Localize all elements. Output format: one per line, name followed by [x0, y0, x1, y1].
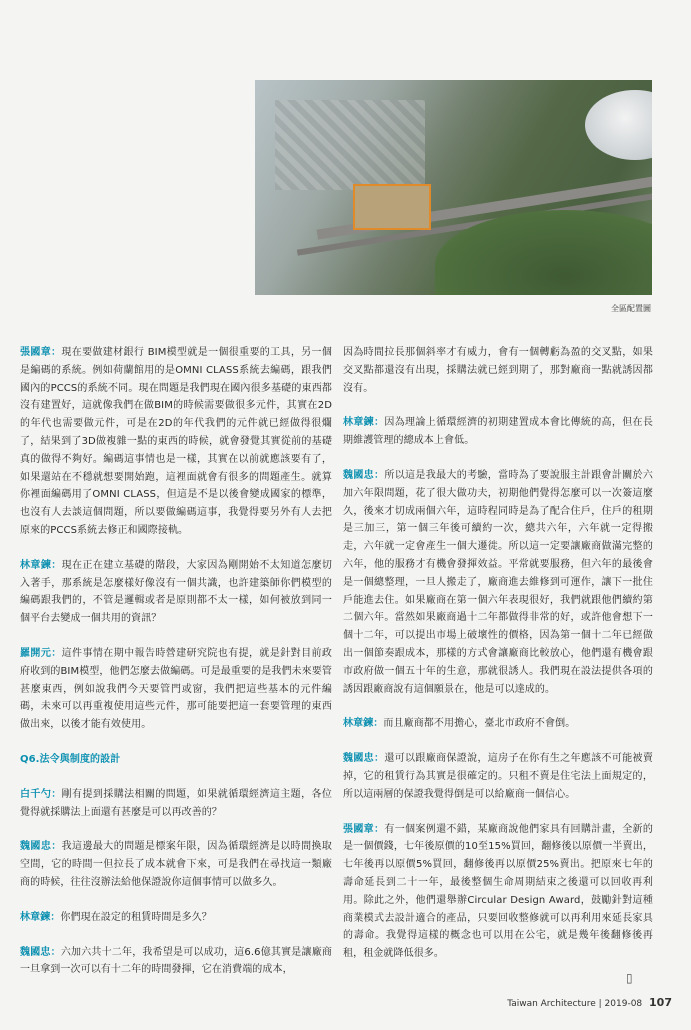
paragraph-text: 現在要做建材銀行 BIM模型就是一個很重要的工具，另一個是編碼的系統。例如荷蘭館用的是OMNI CLASS系統去編碼，跟我們國內的PCCS的系統不同。現在問題是我們現在國內很多基礎的東西都沒有建置好，這就像我們在做BIM的時候需要做很多元件，其實在2D的年代也需要做元件，可是在2D的年代我們的元件就已經做得很爛了，結果到了3D做複雜一點的東西的時候，就會發覺其實從前的基礎真的做得不夠好。編碼這事情也是一樣，其實在以前就應該要有了，如果還站在不穩就想要開始跑，這裡面就會有很多的問題產生。就算你裡面編碼用了OMNI CLASS，但這是不是以後會變成國家的標準，也沒有人去談這個問題，所以要做編碼這事，我覺得要另外有人去把原來的PCCS系統去修正和國際接軌。: [20, 347, 332, 536]
paragraph: [343, 821, 653, 963]
paragraph: [343, 750, 653, 803]
paragraph: [343, 467, 653, 698]
project-site-outline: [353, 184, 431, 230]
paragraph: [343, 414, 653, 450]
speaker-name: 林章鍊：: [343, 718, 384, 730]
paragraph-text: 因為理論上循環經濟的初期建置成本會比傳統的高，但在長期維護管理的總成本上會低。: [343, 417, 653, 447]
speaker-name: 張國章：: [20, 347, 62, 358]
issue-date: 2019-08: [604, 999, 643, 1009]
paragraph: [20, 645, 332, 734]
paragraph: [343, 715, 653, 733]
paragraph-text: 剛有提到採購法相關的問題，如果就循環經濟這主題，各位覺得就採購法上面還有甚麼是可以再改善的？: [20, 788, 332, 818]
section-heading: Q6.法令與制度的設計: [20, 753, 121, 765]
speaker-name: 白千勺：: [20, 788, 62, 800]
paragraph-text: 六加六共十二年，我希望是可以成功，這6.6億其實是讓廠商一旦拿到一次可以有十二年的時間發揮，它在消費端的成本，: [20, 946, 333, 976]
speaker-name: 魏國忠：: [343, 469, 385, 481]
paragraph-text: 有一個案例還不錯，某廠商說他們家具有回購計畫，全新的是一個價錢，七年後原價的10至15%買回，翻修後以原價一半賣出，七年後再以原價5%買回，翻修後再以原價25%賣出。把原來七年的壽命延長到二十一年，最後整個生命周期結束之後還可以回收再利用。除此之外，他們還舉辦Circular Design Award，鼓勵針對這種商業模式去設計適合的產品，只要回收整修就可以再利用來延長家具的壽命。我覺得這樣的概念也可以用在公宅，就是幾年後翻修後再租，租金就降低很多。: [343, 823, 653, 960]
paragraph-text: 所以這是我最大的考驗，當時為了要說服主計跟會計關於六加六年限問題，花了很大做功夫，初期他們覺得怎麼可以一次簽這麼久，後來才切成兩個六年，這時程同時是為了配合住戶，住戶的租期是三加三，第一個三年後可續約一次，總共六年，六年就一定得搬走，六年就一定會產生一個大遷徙。所以這一定要讓廠商做滿完整的六年，他的服務才有機會發揮效益。平常就要服務，但六年的最後會是一個總整理，一旦人搬走了，廠商進去維修到可運作，讓下一批住戶能進去住。如果廠商在第一個六年表現很好，我們就跟他們續約第二個六年。當然如果廠商過十二年都做得非常的好，或許他會想下一個十二年，可以提出市場上破壞性的價格，因為第一個十二年已經做出一個節奏跟成本，那樣的方式會讓廠商比較放心，他們還有機會跟市政府做一個五十年的生意，那就很誘人。我們現在設法提供各項的誘因跟廠商說有這個願景在，他是可以達成的。: [343, 469, 653, 695]
paragraph-text: 這件事情在期中報告時營建研究院也有提，就是針對目前政府收到的BIM模型，他們怎麼去做編碼。可是最重要的是我們未來要管甚麼東西，例如說我們今天要管門或窗，我們把這些基本的元件編碼，未來可以再重複使用這些元件，那可能要把這一套要管理的東西做出來，以後才能有效使用。: [20, 647, 332, 731]
speaker-name: 魏國忠：: [343, 753, 385, 765]
speaker-name: 張國章：: [343, 823, 385, 835]
continued-mark-icon: ▯: [626, 971, 633, 985]
paragraph: [20, 838, 332, 891]
paragraph: [20, 786, 332, 822]
footer-divider: |: [598, 999, 605, 1009]
paragraph-text: 而且廠商都不用擔心，臺北市政府不會倒。: [383, 718, 576, 730]
speaker-name: 魏國忠：: [20, 841, 62, 853]
left-column: [20, 344, 332, 996]
magazine-name: Taiwan Architecture: [507, 999, 596, 1009]
paragraph-text: 現在正在建立基礎的階段，大家因為剛開始不太知道怎麼切入著手，那系統是怎麼樣好像沒有一個共識，也許建築師你們模型的編碼跟我們的，不管是邏輯或者是原則都不太一樣，如何被放到同一個平台去變成一個共用的資訊？: [20, 559, 332, 625]
paragraph-text: 你們現在設定的租賃時間是多久？: [60, 911, 212, 923]
paragraph: [20, 557, 332, 628]
page-footer: [500, 996, 672, 1009]
paragraph-text: 還可以跟廠商保證說，這房子在你有生之年應該不可能被賣掉，它的租賃行為其實是很確定的。只租不賣是住宅法上面規定的，所以這兩層的保證我覺得倒是可以給廠商一個信心。: [343, 753, 653, 800]
paragraph: [343, 344, 653, 397]
page-number: 107: [649, 996, 672, 1009]
paragraph: [20, 944, 332, 980]
speaker-name: 林章鍊：: [343, 417, 385, 429]
paragraph-text: 我這邊最大的問題是標案年限，因為循環經濟是以時間換取空間，它的時間一但拉長了成本就會下來，可是我們在尋找這一類廠商的時候，往往沒辦法給他保證說你這個事情可以做多久。: [20, 841, 332, 888]
photo-caption: 全區配置圖: [611, 304, 651, 313]
speaker-name: 林章鍊：: [20, 911, 61, 923]
dome-building: [585, 90, 652, 160]
speaker-name: 羅開元：: [20, 647, 62, 659]
site-plan-aerial-photo: [255, 80, 652, 295]
paragraph: [20, 909, 332, 927]
right-column: [343, 344, 653, 980]
paragraph: [20, 344, 332, 540]
speaker-name: 林章鍊：: [20, 559, 62, 571]
urban-blocks: [275, 100, 425, 190]
speaker-name: 魏國忠：: [20, 946, 61, 958]
paragraph-text: 因為時間拉長那個斜率才有威力，會有一個轉虧為盈的交叉點，如果交叉點都還沒有出現，採購法就已經到期了，那對廠商一點就誘因都沒有。: [343, 347, 653, 394]
